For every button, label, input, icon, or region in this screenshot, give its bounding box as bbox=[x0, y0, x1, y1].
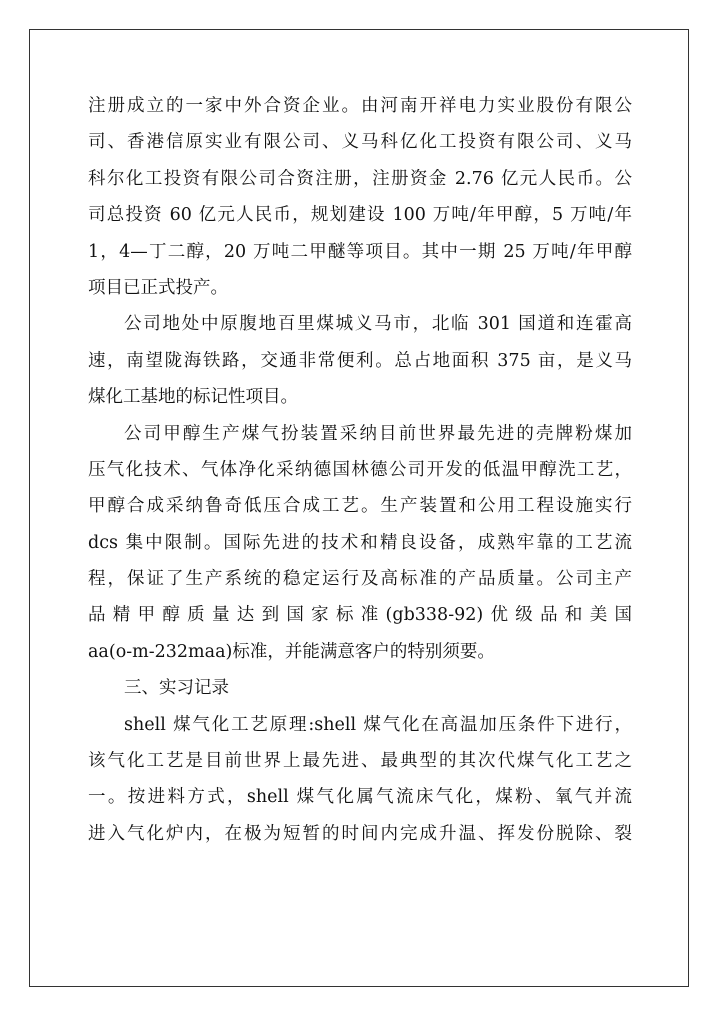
text-line: 一。按进料方式，shell 煤气化属气流床气化，煤粉、氧气并流 bbox=[88, 787, 632, 808]
text-line: 司、香港信原实业有限公司、义马科亿化工投资有限公司、义马 bbox=[88, 132, 632, 153]
section-heading: 三、实习记录 bbox=[124, 678, 229, 699]
text-line: 该气化工艺是目前世界上最先进、最典型的其次代煤气化工艺之 bbox=[88, 751, 632, 772]
text-line: 进入气化炉内，在极为短暂的时间内完成升温、挥发份脱除、裂 bbox=[88, 823, 632, 844]
text-line: 煤化工基地的标记性项目。 bbox=[88, 387, 298, 408]
text-line: 科尔化工投资有限公司合资注册，注册资金 2.76 亿元人民币。公 bbox=[88, 168, 632, 189]
document-body bbox=[88, 88, 632, 852]
text-line: 项目已正式投产。 bbox=[88, 277, 228, 298]
text-line: 公司甲醇生产煤气扮装置采纳目前世界最先进的壳牌粉煤加 bbox=[124, 423, 632, 444]
text-line: 甲醇合成采纳鲁奇低压合成工艺。生产装置和公用工程设施实行 bbox=[88, 496, 632, 517]
text-line: dcs 集中限制。国际先进的技术和精良设备，成熟牢靠的工艺流 bbox=[88, 532, 632, 553]
text-line: 程，保证了生产系统的稳定运行及高标准的产品质量。公司主产 bbox=[88, 569, 632, 590]
text-line: shell 煤气化工艺原理:shell 煤气化在高温加压条件下进行， bbox=[124, 714, 632, 735]
text-line: aa(o-m-232maa)标准，并能满意客户的特别须要。 bbox=[88, 641, 495, 662]
text-line: 品精甲醇质量达到国家标准(gb338-92)优级品和美国 bbox=[88, 605, 632, 626]
text-line: 公司地处中原腹地百里煤城义马市，北临 301 国道和连霍高 bbox=[124, 314, 632, 335]
text-line: 注册成立的一家中外合资企业。由河南开祥电力实业股份有限公 bbox=[88, 96, 632, 116]
text-line: 压气化技术、气体净化采纳德国林德公司开发的低温甲醇洗工艺， bbox=[88, 459, 632, 480]
text-line: 1，4—丁二醇，20 万吨二甲醚等项目。其中一期 25 万吨/年甲醇 bbox=[88, 241, 632, 262]
text-line: 司总投资 60 亿元人民币，规划建设 100 万吨/年甲醇，5 万吨/年 bbox=[88, 205, 632, 226]
text-line: 速，南望陇海铁路，交通非常便利。总占地面积 375 亩，是义马 bbox=[88, 350, 632, 371]
